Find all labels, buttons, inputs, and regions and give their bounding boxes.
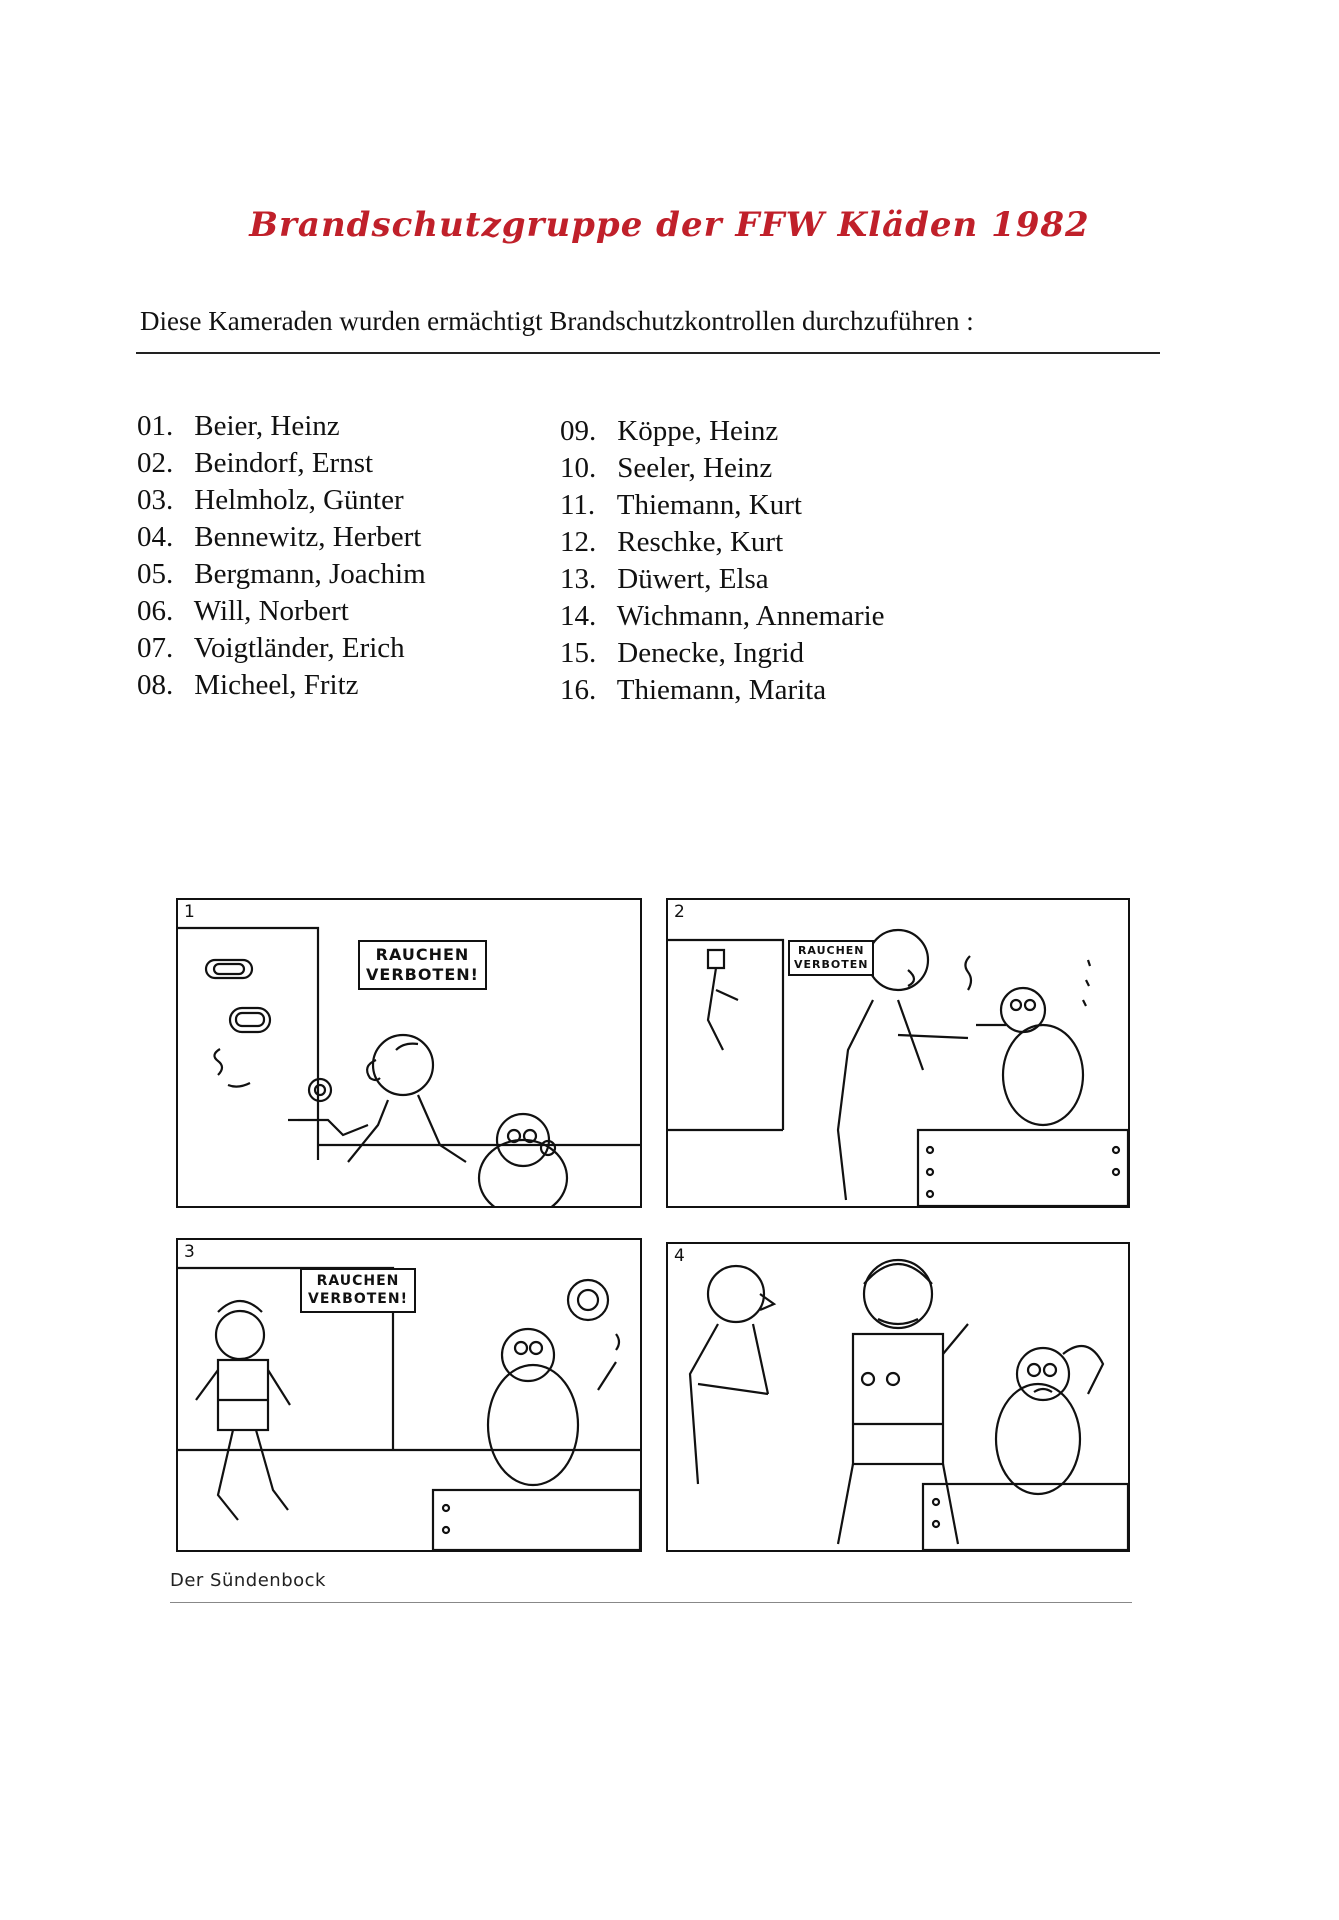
list-item-number: 09. — [560, 415, 597, 447]
panel-4-drawing — [668, 1244, 1128, 1550]
list-item — [137, 630, 426, 667]
panel-2-drawing — [668, 900, 1128, 1206]
member-list-left — [137, 408, 426, 704]
sign-line-1: RAUCHEN — [375, 945, 470, 964]
list-item — [137, 519, 426, 556]
list-item-number: 01. — [137, 410, 174, 442]
list-item — [560, 450, 885, 487]
list-item-number: 06. — [137, 595, 174, 627]
panel-number: 1 — [184, 902, 195, 922]
subtitle-underline — [136, 352, 1160, 354]
list-item — [137, 482, 426, 519]
list-item-name: Thiemann, Marita — [616, 674, 827, 706]
list-item-name: Bennewitz, Herbert — [194, 521, 422, 553]
list-item — [137, 667, 426, 704]
list-item-number: 12. — [560, 526, 597, 558]
list-item — [137, 593, 426, 630]
sign-line-2: VERBOTEN — [794, 957, 869, 971]
list-item — [560, 561, 885, 598]
list-item-name: Voigtländer, Erich — [193, 632, 405, 664]
list-item-name: Will, Norbert — [193, 595, 349, 627]
sign-line-2: VERBOTEN! — [366, 965, 479, 984]
list-item — [137, 408, 426, 445]
list-item-number: 14. — [560, 600, 597, 632]
sign-line-1: RAUCHEN — [316, 1273, 400, 1289]
list-item-name: Köppe, Heinz — [617, 415, 779, 447]
list-item-name: Helmholz, Günter — [194, 484, 404, 516]
list-item — [560, 635, 885, 672]
list-item — [560, 524, 885, 561]
no-smoking-sign — [300, 1268, 416, 1313]
member-list-right — [560, 413, 885, 709]
comic-panel-4 — [666, 1242, 1130, 1552]
list-item-name: Thiemann, Kurt — [616, 489, 802, 521]
list-item-number: 11. — [560, 489, 596, 521]
comic-panel-3 — [176, 1238, 642, 1552]
list-item-number: 16. — [560, 674, 597, 706]
comic-panel-2 — [666, 898, 1130, 1208]
comic-caption: Der Sündenbock — [170, 1570, 326, 1591]
list-item — [137, 556, 426, 593]
list-item — [560, 598, 885, 635]
list-item — [137, 445, 426, 482]
comic-panel-1 — [176, 898, 642, 1208]
list-item-name: Micheel, Fritz — [194, 669, 359, 701]
comic-strip — [170, 876, 1132, 1618]
list-item-number: 15. — [560, 637, 597, 669]
list-item-number: 08. — [137, 669, 174, 701]
list-item-number: 03. — [137, 484, 174, 516]
panel-number: 4 — [674, 1246, 685, 1266]
list-item-number: 02. — [137, 447, 174, 479]
list-item — [560, 672, 885, 709]
list-item — [560, 487, 885, 524]
list-item-number: 05. — [137, 558, 174, 590]
list-item-name: Düwert, Elsa — [617, 563, 769, 595]
no-smoking-sign — [788, 940, 874, 976]
list-item — [560, 413, 885, 450]
no-smoking-sign — [358, 940, 487, 990]
list-item-name: Beindorf, Ernst — [194, 447, 374, 479]
list-item-name: Beier, Heinz — [194, 410, 340, 442]
list-item-number: 10. — [560, 452, 597, 484]
list-item-name: Bergmann, Joachim — [194, 558, 426, 590]
sign-line-1: RAUCHEN — [797, 944, 865, 957]
list-item-number: 04. — [137, 521, 174, 553]
panel-number: 2 — [674, 902, 685, 922]
list-item-name: Seeler, Heinz — [617, 452, 773, 484]
panel-number: 3 — [184, 1242, 195, 1262]
list-item-name: Reschke, Kurt — [617, 526, 784, 558]
list-item-name: Denecke, Ingrid — [617, 637, 805, 669]
list-item-number: 07. — [137, 632, 174, 664]
list-item-number: 13. — [560, 563, 597, 595]
sign-line-2: VERBOTEN! — [308, 1290, 408, 1307]
page-title: Brandschutzgruppe der FFW Kläden 1982 — [249, 205, 1090, 245]
caption-divider — [170, 1602, 1132, 1603]
list-item-name: Wichmann, Annemarie — [616, 600, 885, 632]
subtitle: Diese Kameraden wurden ermächtigt Brandschutzkontrollen durchzuführen : — [140, 306, 974, 336]
